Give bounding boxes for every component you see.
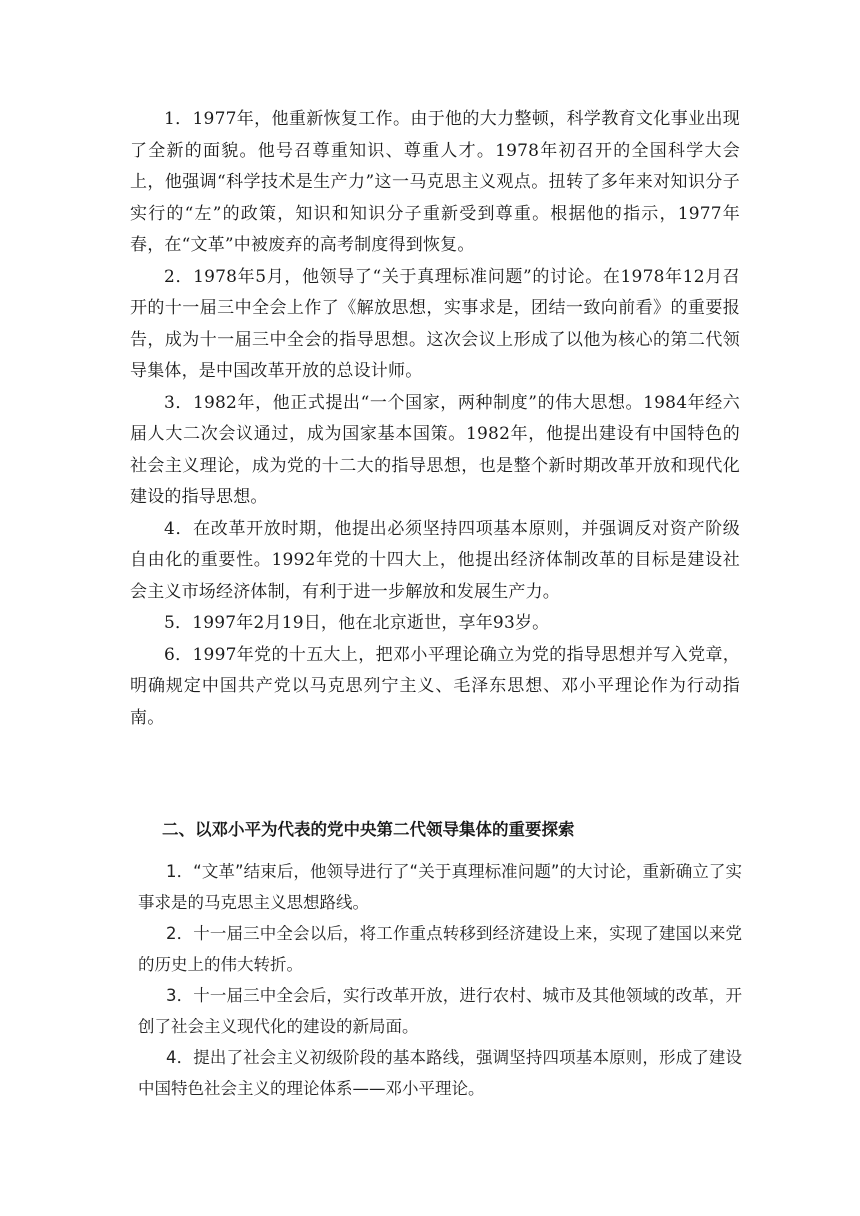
- exploration-item-2: 2．十一届三中全会以后，将工作重点转移到经济建设上来，实现了建国以来党的历史上的伟大转折。: [138, 924, 742, 974]
- paragraph-3: 3．1982年，他正式提出“一个国家，两种制度”的伟大思想。1984年经六届人大二次会议通过，成为国家基本国策。1982年，他提出建设有中国特色的社会主义理论，成为党的十二大的指导思想，也是整个新时期改革开放和现代化建设的指导思想。: [130, 392, 740, 507]
- paragraph-2: 2．1978年5月，他领导了“关于真理标准问题”的讨论。在1978年12月召开的十一届三中全会上作了《解放思想，实事求是，团结一致向前看》的重要报告，成为十一届三中全会的指导思想。这次会议上形成了以他为核心的第二代领导集体，是中国改革开放的总设计师。: [130, 266, 740, 381]
- paragraph-1: 1．1977年，他重新恢复工作。由于他的大力整顿，科学教育文化事业出现了全新的面貌。他号召尊重知识、尊重人才。1978年初召开的全国科学大会上，他强调“科学技术是生产力”这一马克思主义观点。扭转了多年来对知识分子实行的“左”的政策，知识和知识分子重新受到尊重。根据他的指示，1977年春，在“文革”中被废弃的高考制度得到恢复。: [130, 109, 740, 255]
- paragraph-5: 5．1997年2月19日，他在北京逝世，享年93岁。: [164, 613, 550, 633]
- section-one: [130, 104, 740, 734]
- exploration-item-3: 3．十一届三中全会后，实行改革开放，进行农村、城市及其他领域的改革，开创了社会主义现代化的建设的新局面。: [138, 986, 742, 1036]
- exploration-item-1: 1．“文革”结束后，他领导进行了“关于真理标准问题”的大讨论，重新确立了实事求是的马克思主义思想路线。: [138, 862, 742, 912]
- paragraph-4: 4．在改革开放时期，他提出必须坚持四项基本原则，并强调反对资产阶级自由化的重要性。1992年党的十四大上，他提出经济体制改革的目标是建设社会主义市场经济体制，有利于进一步解放和发展生产力。: [130, 518, 740, 602]
- exploration-item-4: 4．提出了社会主义初级阶段的基本路线，强调坚持四项基本原则，形成了建设中国特色社会主义的理论体系——邓小平理论。: [138, 1048, 742, 1098]
- section-two: [138, 856, 742, 1104]
- paragraph-6: 6．1997年党的十五大上，把邓小平理论确立为党的指导思想并写入党章，明确规定中国共产党以马克思列宁主义、毛泽东思想、邓小平理论作为行动指南。: [130, 644, 740, 728]
- section-heading: 二、以邓小平为代表的党中央第二代领导集体的重要探索: [162, 820, 575, 839]
